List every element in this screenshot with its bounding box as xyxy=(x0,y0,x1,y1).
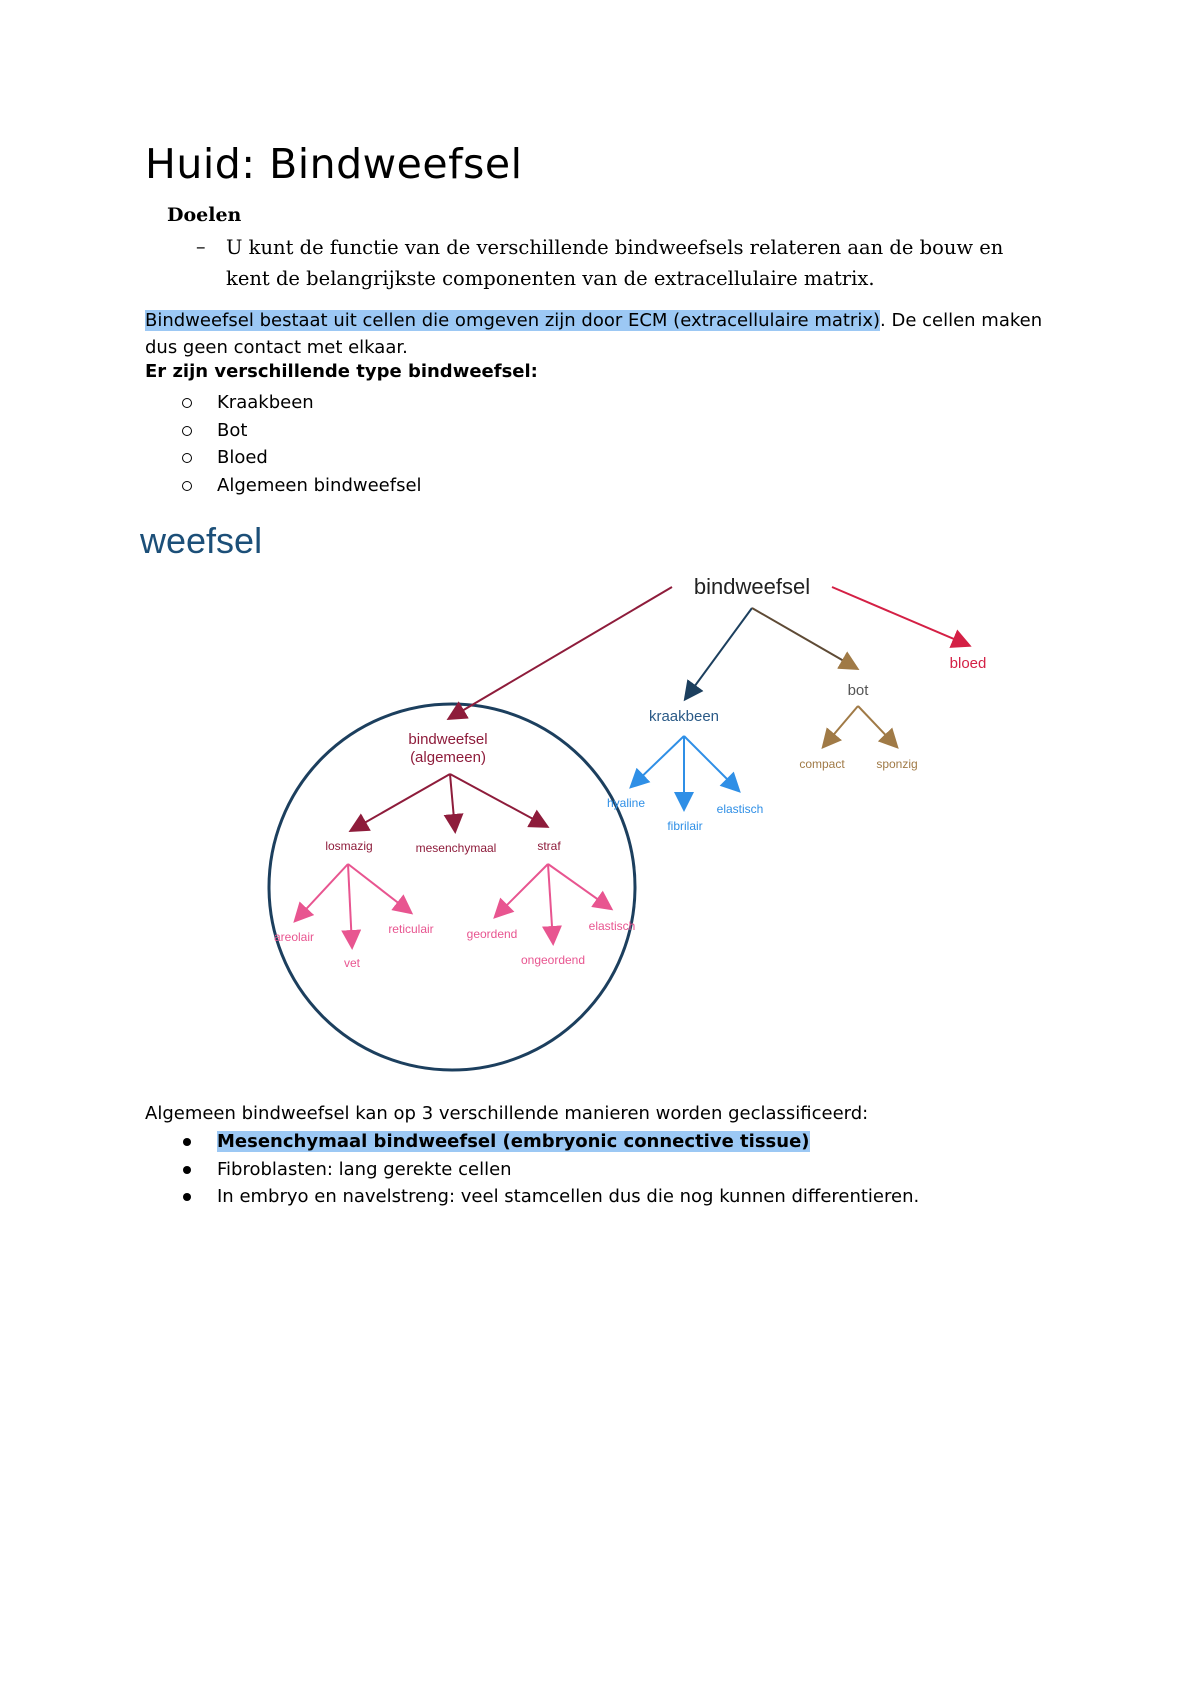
node-kraakbeen: kraakbeen xyxy=(648,708,720,725)
arrow-losmazig-reticulair xyxy=(348,864,410,912)
node-areolair: areolair xyxy=(273,930,315,944)
arrow-kraakbeen-elastisch xyxy=(684,736,738,790)
arrow-general-straf xyxy=(450,774,546,826)
list-item: Bloed xyxy=(182,444,422,472)
node-sponzig: sponzig xyxy=(876,757,918,771)
arrow-straf-elastisch xyxy=(548,864,610,908)
list-item: In embryo en navelstreng: veel stamcellen dus die nog kunnen differentieren. xyxy=(182,1183,919,1211)
goals-text: U kunt de functie van de verschillende bindweefsels relateren aan de bouw en kent de belangrijkste componenten van de extracellulaire matrix. xyxy=(226,236,1004,290)
arrow-general-losmazig xyxy=(352,774,450,830)
arrow-bot-compact xyxy=(824,706,858,746)
arrow-straf-geordend xyxy=(496,864,548,916)
node-hyaline: hyaline xyxy=(606,796,646,810)
page-title: Huid: Bindweefsel xyxy=(145,140,523,188)
node-general-line1: bindweefsel xyxy=(408,731,488,748)
arrow-kraakbeen-hyaline xyxy=(632,736,684,786)
goals-heading: Doelen xyxy=(167,204,242,226)
node-reticulair: reticulair xyxy=(388,922,434,936)
node-vet: vet xyxy=(343,956,361,970)
node-geordend: geordend xyxy=(466,927,518,941)
intro-highlighted-text: Bindweefsel bestaat uit cellen die omgeven zijn door ECM (extracellulaire matrix) xyxy=(145,310,881,331)
node-bindweefsel: bindweefsel xyxy=(693,574,811,599)
list-item: Bot xyxy=(182,417,422,445)
node-straf: straf xyxy=(537,839,561,853)
node-elastisch-kraakbeen: elastisch xyxy=(716,802,764,816)
bullet-icon xyxy=(183,1166,191,1174)
list-item: Mesenchymaal bindweefsel (embryonic connective tissue) xyxy=(182,1128,919,1156)
bullet-icon xyxy=(183,1193,191,1201)
node-ongeordend: ongeordend xyxy=(520,953,586,967)
intro-rest-text: . De cellen maken dus geen contact met elkaar. xyxy=(145,310,1043,358)
classification-intro: Algemeen bindweefsel kan op 3 verschillende manieren worden geclassificeerd: xyxy=(145,1103,869,1124)
list-item: Algemeen bindweefsel xyxy=(182,472,422,500)
arrow-losmazig-vet xyxy=(348,864,352,946)
node-mesenchymaal: mesenchymaal xyxy=(415,841,497,855)
arrow-root-bot xyxy=(752,608,856,668)
node-compact: compact xyxy=(799,757,845,771)
node-bloed: bloed xyxy=(949,655,987,672)
node-losmazig: losmazig xyxy=(325,839,373,853)
classification-list xyxy=(182,1128,919,1211)
bullet-icon xyxy=(183,1138,191,1146)
goals-dash: – xyxy=(196,236,206,258)
types-heading: Er zijn verschillende type bindweefsel: xyxy=(145,361,538,382)
figure-heading: weefsel xyxy=(140,520,263,561)
node-fibrilair: fibrilair xyxy=(667,819,703,833)
arrow-root-general xyxy=(450,587,672,718)
list-item: Fibroblasten: lang gerekte cellen xyxy=(182,1156,919,1184)
arrow-bot-sponzig xyxy=(858,706,896,746)
node-general-line2: (algemeen) xyxy=(410,749,486,766)
arrow-general-mesenchymaal xyxy=(450,774,455,830)
arrow-losmazig-areolair xyxy=(296,864,348,920)
list-item: Kraakbeen xyxy=(182,389,422,417)
arrow-straf-ongeordend xyxy=(548,864,553,942)
node-elastisch-straf: elastisch xyxy=(588,919,636,933)
arrow-root-kraakbeen xyxy=(686,608,752,698)
arrow-root-bloed xyxy=(832,587,968,645)
node-bot: bot xyxy=(847,682,869,699)
